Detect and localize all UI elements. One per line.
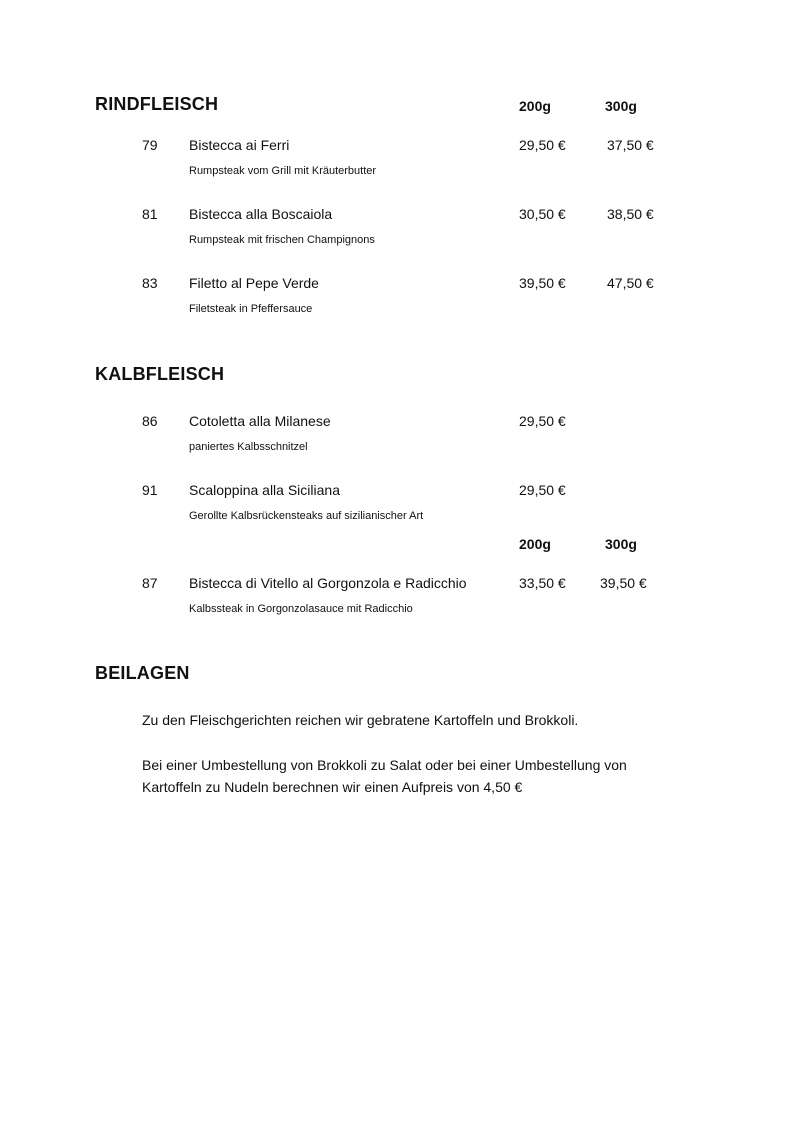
item-name: Scaloppina alla Siciliana xyxy=(189,482,340,498)
item-name: Bistecca ai Ferri xyxy=(189,137,290,153)
item-description: Rumpsteak vom Grill mit Kräuterbutter xyxy=(189,165,377,177)
price: 29,50 € xyxy=(519,413,566,429)
item-number: 83 xyxy=(142,275,158,291)
price-200g: 30,50 € xyxy=(519,206,566,222)
price-200g: 33,50 € xyxy=(519,575,566,591)
item-description: Kalbssteak in Gorgonzolasauce mit Radicchio xyxy=(189,603,413,615)
column-header-300g: 300g xyxy=(605,98,637,114)
item-name: Cotoletta alla Milanese xyxy=(189,413,331,429)
item-name: Bistecca di Vitello al Gorgonzola e Radicchio xyxy=(189,575,467,591)
item-description: Gerollte Kalbsrückensteaks auf sizilianischer Art xyxy=(189,510,424,522)
item-description: Rumpsteak mit frischen Champignons xyxy=(189,234,375,246)
item-number: 87 xyxy=(142,575,158,591)
item-description: Filetsteak in Pfeffersauce xyxy=(189,303,313,315)
beilagen-text: Zu den Fleischgerichten reichen wir gebratene Kartoffeln und Brokkoli. xyxy=(142,712,579,728)
price-300g: 39,50 € xyxy=(600,575,647,591)
item-number: 91 xyxy=(142,482,158,498)
item-number: 81 xyxy=(142,206,158,222)
section-heading-kalbfleisch: KALBFLEISCH xyxy=(95,364,225,384)
price-300g: 37,50 € xyxy=(607,137,654,153)
price: 29,50 € xyxy=(519,482,566,498)
section-heading-rindfleisch: RINDFLEISCH xyxy=(95,94,219,114)
item-name: Filetto al Pepe Verde xyxy=(189,275,319,291)
column-header-200g: 200g xyxy=(519,98,551,114)
surcharge-note: Bei einer Umbestellung von Brokkoli zu Salat oder bei einer Umbestellung von Kartoffeln zu Nudeln berechnen wir einen Aufpreis von 4,50 € xyxy=(142,757,627,795)
column-header-200g: 200g xyxy=(519,536,551,552)
item-number: 86 xyxy=(142,413,158,429)
price-300g: 47,50 € xyxy=(607,275,654,291)
price-200g: 39,50 € xyxy=(519,275,566,291)
price-200g: 29,50 € xyxy=(519,137,566,153)
section-heading-beilagen: BEILAGEN xyxy=(95,663,190,683)
item-description: paniertes Kalbsschnitzel xyxy=(189,441,308,453)
price-300g: 38,50 € xyxy=(607,206,654,222)
item-name: Bistecca alla Boscaiola xyxy=(189,206,333,222)
item-number: 79 xyxy=(142,137,158,153)
column-header-300g: 300g xyxy=(605,536,637,552)
